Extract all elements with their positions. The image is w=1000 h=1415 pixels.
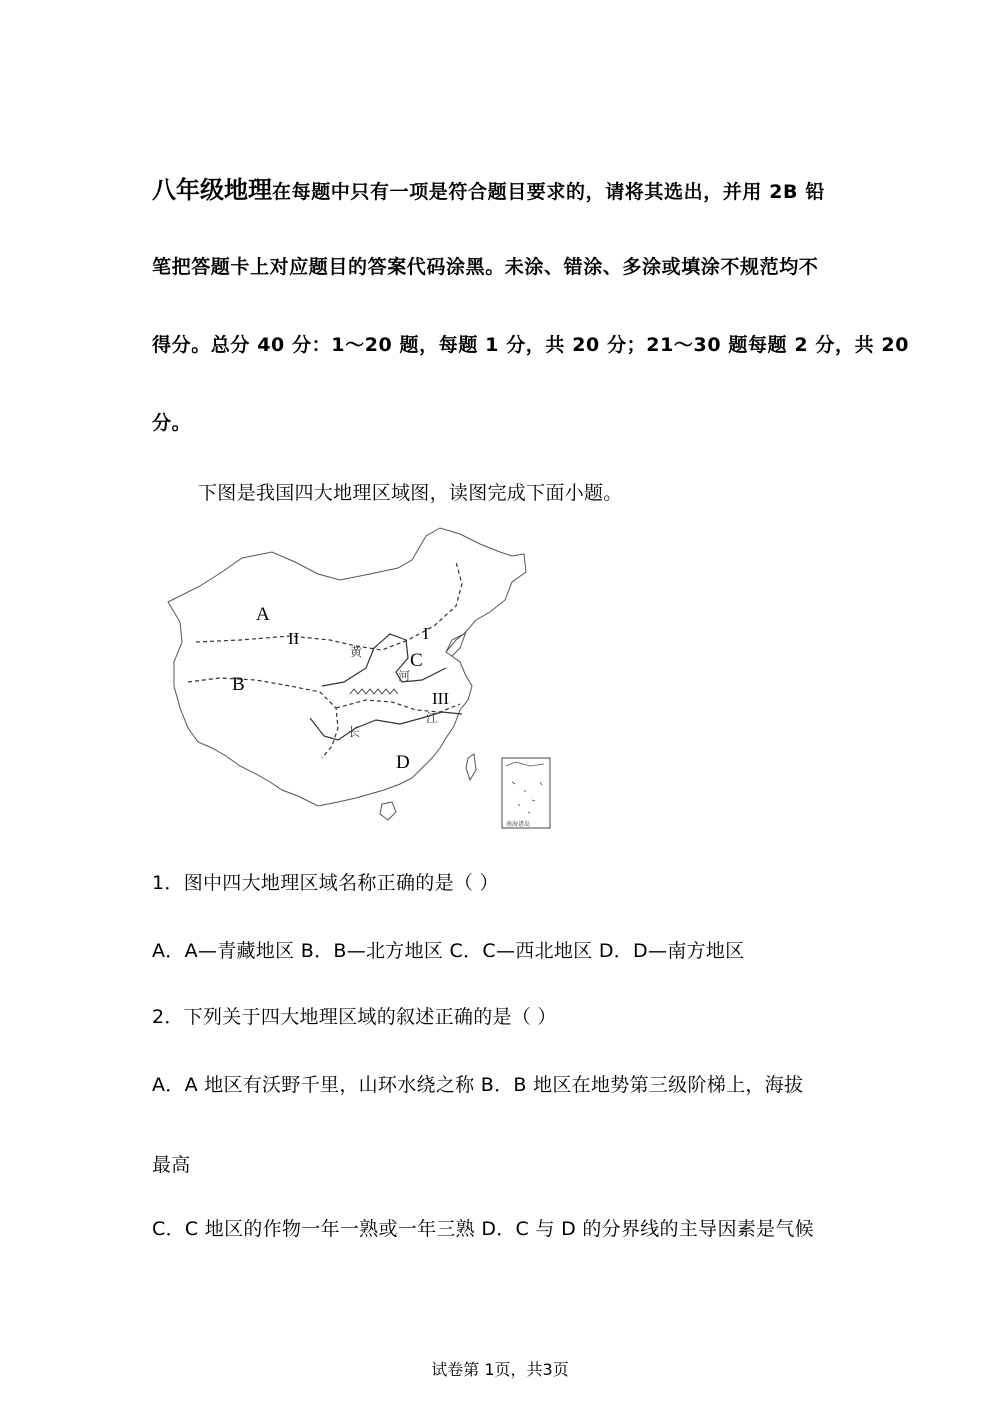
region-label-a: A bbox=[256, 604, 270, 625]
river-label-chang: 长 bbox=[348, 725, 361, 739]
intro-text: 下图是我国四大地理区域图，读图完成下面小题。 bbox=[198, 482, 623, 504]
river-label-huang: 黄 bbox=[350, 645, 363, 659]
instructions-text-2: 笔把答题卡上对应题目的答案代码涂黑。未涂、错涂、多涂或填涂不规范均不 bbox=[152, 256, 819, 278]
qinling-mountains bbox=[350, 689, 398, 694]
boundary-label-1: I bbox=[423, 624, 429, 643]
question-2-options-2: 最高 bbox=[152, 1154, 191, 1176]
instructions-text-4: 分。 bbox=[152, 412, 192, 434]
boundary-line-2 bbox=[188, 678, 338, 758]
china-regions-map bbox=[160, 522, 560, 832]
inset-label: 南海诸岛 bbox=[506, 821, 531, 828]
question-2-options-3: C．C 地区的作物一年一熟或一年三熟 D．C 与 D 的分界线的主导因素是气候 bbox=[152, 1218, 814, 1240]
page-footer: 试卷第 1页，共3页 bbox=[431, 1360, 569, 1379]
region-label-b: B bbox=[232, 674, 245, 695]
river-label-he: 河 bbox=[398, 669, 411, 683]
instructions-text-3: 得分。总分 40 分：1～20 题，每题 1 分，共 20 分；21～30 题每题 2 分，共 20 bbox=[152, 334, 910, 356]
yangtze-river bbox=[310, 712, 462, 740]
region-label-c: C bbox=[410, 650, 423, 671]
boundary-label-3: III bbox=[432, 689, 449, 708]
page-title: 八年级地理 bbox=[152, 176, 272, 204]
question-1-stem: 1．图中四大地理区域名称正确的是（ ） bbox=[152, 872, 499, 894]
china-outline bbox=[168, 528, 526, 806]
river-label-jiang: 江 bbox=[426, 711, 439, 725]
question-1-options: A．A—青藏地区 B．B—北方地区 C．C—西北地区 D．D—南方地区 bbox=[152, 940, 745, 962]
question-2-stem: 2．下列关于四大地理区域的叙述正确的是（ ） bbox=[152, 1006, 557, 1028]
region-label-d: D bbox=[396, 752, 410, 773]
instructions-text-1: 在每题中只有一项是符合题目要求的，请将其选出，并用 2B 铅 bbox=[272, 181, 825, 203]
question-2-options-1: A．A 地区有沃野千里，山环水绕之称 B．B 地区在地势第三级阶梯上，海拔 bbox=[152, 1074, 804, 1096]
boundary-label-2: II bbox=[288, 629, 300, 648]
header-line-1 bbox=[152, 170, 825, 205]
south-china-sea-inset bbox=[502, 758, 550, 828]
